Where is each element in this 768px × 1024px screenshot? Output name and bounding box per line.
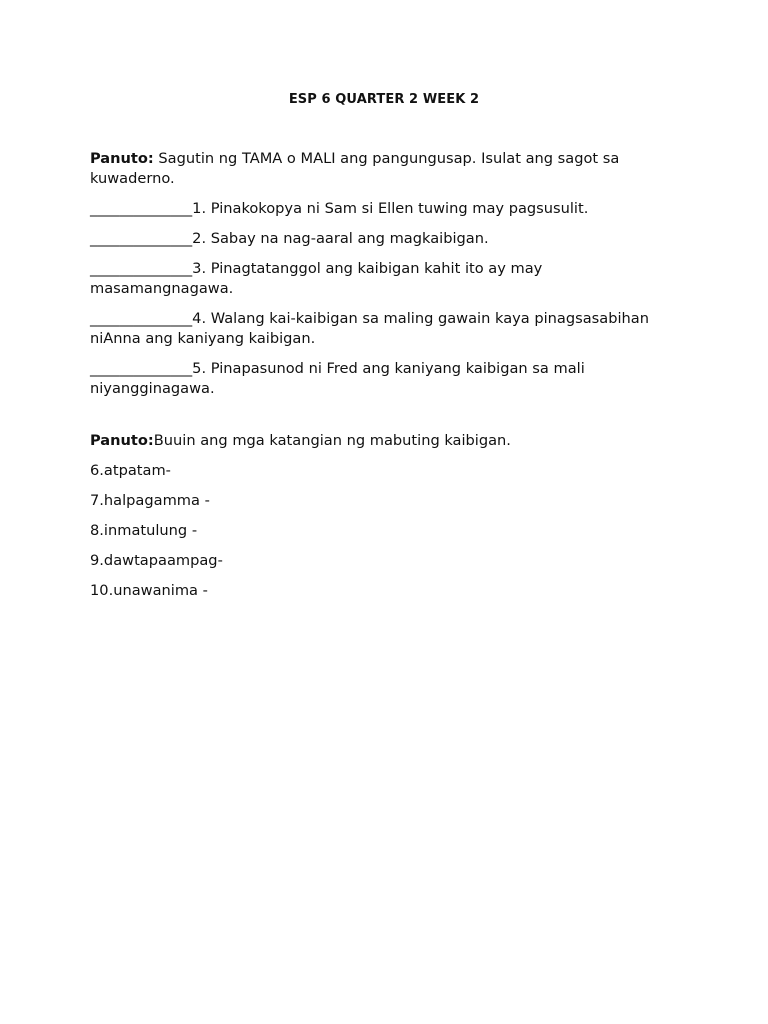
answer-blank-3: ______________ <box>90 260 193 277</box>
scrambled-word-9: 9.dawtapaampag- <box>90 552 223 569</box>
instruction-1-label: Panuto: <box>90 150 154 167</box>
item-text-2: 2. Sabay na nag-aaral ang magkaibigan. <box>192 230 489 247</box>
scrambled-word-10: 10.unawanima - <box>90 582 208 599</box>
instruction-1-text: Sagutin ng TAMA o MALI ang pangungusap. Isulat ang sagot sa kuwaderno. <box>90 150 620 187</box>
page-title: ESP 6 QUARTER 2 WEEK 2 <box>288 92 480 107</box>
scrambled-word-8: 8.inmatulung - <box>90 522 198 539</box>
instruction-2-label: Panuto: <box>90 432 154 449</box>
instruction-2-text: Buuin ang mga katangian ng mabuting kaibigan. <box>153 432 511 449</box>
answer-blank-1: ______________ <box>90 200 193 217</box>
answer-blank-4: ______________ <box>90 310 193 327</box>
item-text-1: 1. Pinakokopya ni Sam si Ellen tuwing may pagsusulit. <box>192 200 589 217</box>
true-false-item-4 <box>90 309 680 349</box>
true-false-item-5 <box>90 359 680 399</box>
scrambled-word-6: 6.atpatam- <box>90 462 171 479</box>
item-text-5: 5. Pinapasunod ni Fred ang kaniyang kaibigan sa mali niyangginagawa. <box>90 360 585 397</box>
true-false-item-3 <box>90 259 680 299</box>
true-false-item-1 <box>90 199 680 219</box>
scrambled-word-7: 7.halpagamma - <box>90 492 210 509</box>
instruction-2 <box>90 431 680 451</box>
answer-blank-2: ______________ <box>90 230 193 247</box>
answer-blank-5: ______________ <box>90 360 193 377</box>
item-text-3: 3. Pinagtatanggol ang kaibigan kahit ito ay may masamangnagawa. <box>90 260 543 297</box>
true-false-item-2 <box>90 229 680 249</box>
worksheet-content <box>90 149 680 611</box>
instruction-1 <box>90 149 680 189</box>
item-text-4: 4. Walang kai-kaibigan sa maling gawain kaya pinagsasabihan niAnna ang kaniyang kaibigan. <box>90 310 649 347</box>
